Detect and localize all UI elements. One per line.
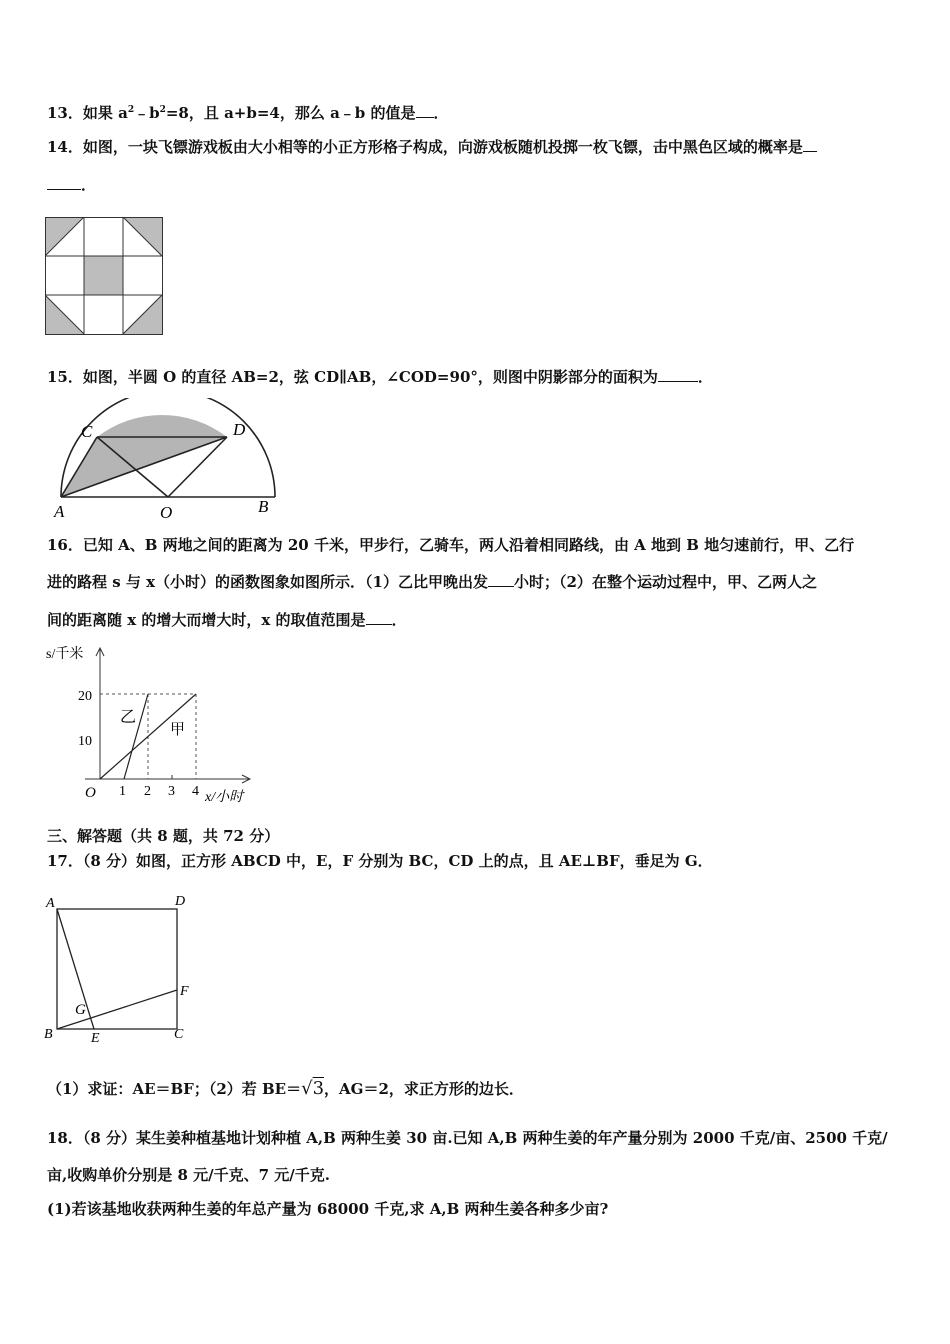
series-yi-line — [124, 694, 148, 779]
q18-line3: (1)若该基地收获两种生姜的年总产量为 68000 千克,求 A,B 两种生姜各种多少亩? — [47, 1200, 609, 1218]
q17-subquestions: （1）求证：AE＝BF；（2）若 BE＝√3，AG＝2，求正方形的边长． — [47, 1078, 524, 1099]
distance-time-graph — [45, 643, 265, 807]
q16-line3: 间的距离随 x 的增大而增大时，x 的取值范围是 ． — [47, 611, 407, 629]
semicircle-figure — [45, 398, 285, 524]
label-e: E — [91, 1031, 100, 1046]
label-f: F — [180, 984, 189, 999]
label-g: G — [75, 1002, 86, 1018]
label-o: O — [160, 503, 173, 522]
q14-text: 14．如图，一块飞镖游戏板由大小相等的小正方形格子构成，向游戏板随机投掷一枚飞镖，击中黑色区域的概率是 — [47, 137, 817, 157]
square-figure — [40, 890, 200, 1048]
x-tick-3: 3 — [168, 784, 175, 799]
label-b: B — [44, 1027, 53, 1042]
origin-label: O — [85, 785, 96, 801]
x-axis-label: x/小时 — [205, 790, 244, 805]
x-tick-4: 4 — [192, 784, 199, 799]
shaded-segment-cd — [97, 415, 227, 437]
label-d: D — [175, 894, 186, 909]
q18-line2: 亩,收购单价分别是 8 元/千克、7 元/千克. — [47, 1166, 330, 1184]
y-axis-label: s/千米 — [46, 647, 84, 662]
dartboard-figure — [45, 217, 165, 337]
dartboard-center-square — [84, 256, 123, 295]
label-c: C — [81, 422, 93, 441]
q16-line2: 进的路程 s 与 x（小时）的函数图象如图所示．（1）乙比甲晚出发 小时；（2）在整个运动过程中，甲、乙两人之 — [47, 573, 817, 591]
label-a: A — [46, 896, 55, 911]
y-tick-20: 20 — [78, 689, 92, 704]
section-heading: 三、解答题（共 8 题，共 72 分） — [47, 827, 280, 845]
q17-text: 17．（8 分）如图，正方形 ABCD 中，E，F 分别为 BC，CD 上的点，且 AE⊥BF，垂足为 G． — [47, 852, 713, 870]
y-tick-10: 10 — [78, 734, 92, 749]
q16-line1: 16．已知 A、B 两地之间的距离为 20 千米，甲步行，乙骑车，两人沿着相同路线，由 A 地到 B 地匀速前行，甲、乙行 — [47, 536, 855, 554]
label-a: A — [54, 502, 65, 521]
x-tick-2: 2 — [144, 784, 151, 799]
label-b: B — [258, 497, 269, 516]
label-d: D — [233, 420, 246, 439]
label-c: C — [174, 1027, 184, 1042]
x-tick-1: 1 — [119, 784, 126, 799]
q18-line1: 18．（8 分）某生姜种植基地计划种植 A,B 两种生姜 30 亩.已知 A,B 两种生姜的年产量分别为 2000 千克/亩、2500 千克/ — [47, 1129, 888, 1147]
series-yi-label: 乙 — [120, 709, 137, 726]
series-jia-label: 甲 — [170, 722, 186, 738]
sqrt-expression: √3 — [301, 1078, 325, 1099]
q14-text-cont: ． — [47, 175, 96, 195]
q13-text: 13．如果 $a^2﹣b^2=8$，且 a+b=4，那么 a﹣b 的值是 ． — [47, 104, 449, 122]
q15-text: 15．如图，半圆 O 的直径 AB=2，弦 CD∥AB，∠COD=90°，则图中阴影部分的面积为 ． — [47, 368, 713, 386]
